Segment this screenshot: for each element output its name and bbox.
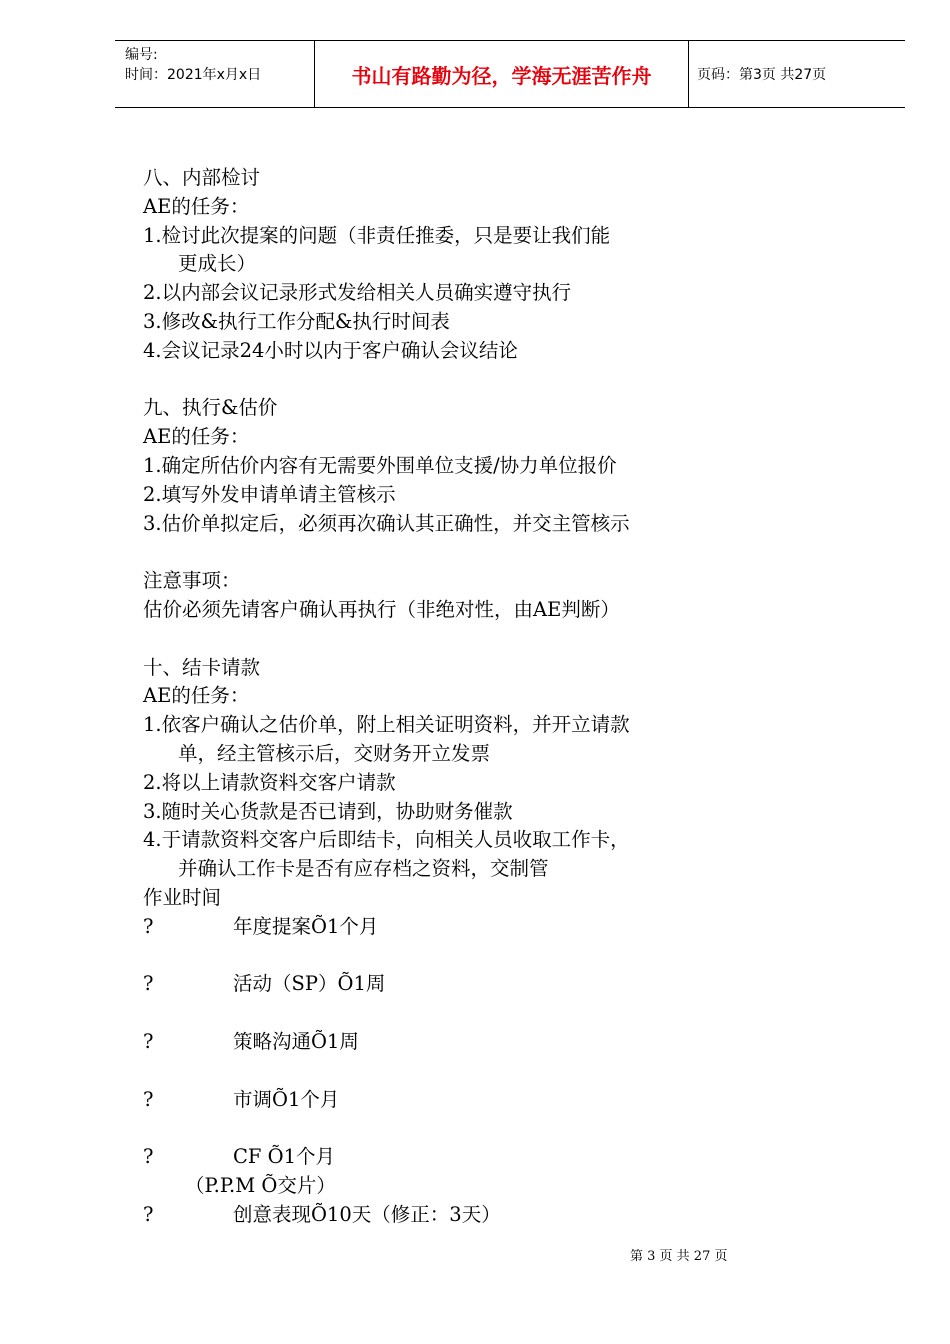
list-item: 3.估价单拟定后，必须再次确认其正确性，并交主管核示 [143, 511, 630, 535]
work-time-entry [143, 913, 843, 942]
list-item: 4.于请款资料交客户后即结卡，向相关人员收取工作卡， [143, 828, 630, 852]
work-time-text: CF Õ1个月 [233, 1145, 336, 1169]
work-time-subtext: （P.P.M Õ交片） [185, 1173, 336, 1197]
spacer [143, 1114, 843, 1143]
work-time-entry [143, 1143, 843, 1172]
header-meta [115, 41, 315, 107]
list-item: 1.确定所估价内容有无需要外围单位支援/协力单位报价 [143, 453, 617, 477]
section-role: AE的任务： [143, 425, 250, 449]
list-item: 3.修改&执行工作分配&执行时间表 [143, 309, 450, 333]
notice-text: 估价必须先请客户确认再执行（非绝对性，由AE判断） [143, 597, 620, 621]
list-item: 2.将以上请款资料交客户请款 [143, 770, 396, 794]
section-role: AE的任务： [143, 194, 250, 218]
bullet-glyph: ? [143, 1029, 154, 1053]
work-time-entry [143, 1028, 843, 1057]
bullet-glyph: ? [143, 1087, 154, 1111]
work-time-entry [143, 1086, 843, 1115]
header-page-info: 页码：第3页 共27页 [697, 67, 827, 83]
list-item: 2.以内部会议记录形式发给相关人员确实遵守执行 [143, 281, 572, 305]
work-time-text: 策略沟通Õ1周 [233, 1029, 359, 1053]
time-label: 时间：2021年x月x日 [125, 67, 262, 83]
spacer [143, 625, 843, 654]
work-time-text: 年度提案Õ1个月 [233, 914, 379, 938]
work-time-title: 作业时间 [143, 885, 222, 909]
bullet-glyph: ? [143, 972, 154, 996]
spacer [143, 942, 843, 971]
spacer [143, 538, 843, 567]
spacer [143, 1057, 843, 1086]
list-item-continuation: 更成长） [178, 252, 257, 276]
spacer [143, 999, 843, 1028]
header-motto: 书山有路勤为径，学海无涯苦作舟 [315, 41, 689, 107]
list-item-continuation: 并确认工作卡是否有应存档之资料，交制管 [178, 857, 549, 881]
bullet-glyph: ? [143, 1145, 154, 1169]
list-item: 4.会议记录24小时以内于客户确认会议结论 [143, 338, 518, 362]
work-time-entry [143, 970, 843, 999]
bullet-glyph: ? [143, 1202, 154, 1226]
notice-title: 注意事项： [143, 569, 241, 593]
spacer [143, 366, 843, 395]
list-item: 2.填写外发申请单请主管核示 [143, 482, 396, 506]
document-body [143, 164, 843, 1229]
section-role: AE的任务： [143, 684, 250, 708]
work-time-entry [143, 1201, 843, 1230]
work-time-text: 创意表现Õ10天（修正：3天） [233, 1202, 501, 1226]
list-item: 3.随时关心货款是否已请到，协助财务催款 [143, 799, 513, 823]
number-label: 编号: [125, 47, 158, 63]
work-time-text: 市调Õ1个月 [233, 1087, 340, 1111]
list-item: 1.检讨此次提案的问题（非责任推委，只是要让我们能 [143, 223, 611, 247]
page-header [115, 40, 905, 108]
list-item: 1.依客户确认之估价单，附上相关证明资料，并开立请款 [143, 713, 630, 737]
page-footer: 第 3 页 共 27 页 [630, 1249, 728, 1264]
section-title: 十、结卡请款 [143, 655, 261, 679]
list-item-continuation: 单，经主管核示后，交财务开立发票 [178, 741, 491, 765]
section-title: 八、内部检讨 [143, 166, 261, 189]
work-time-text: 活动（SP）Õ1周 [233, 972, 386, 996]
bullet-glyph: ? [143, 914, 154, 938]
section-title: 九、执行&估价 [143, 396, 278, 420]
